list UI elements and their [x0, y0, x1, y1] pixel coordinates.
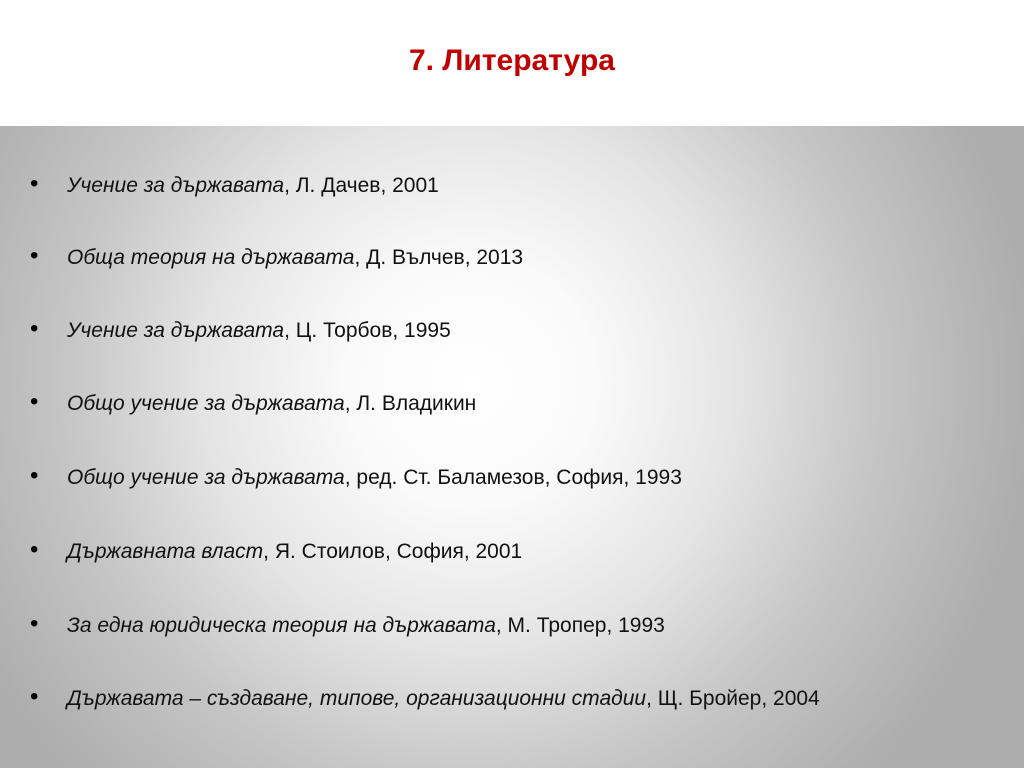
reference-details: , Щ. Бройер, 2004 [646, 687, 820, 710]
reference-details: , ред. Ст. Баламезов, София, 1993 [344, 466, 682, 489]
list-item [0, 388, 1024, 426]
list-item [0, 242, 1024, 280]
reference-details: , Ц. Торбов, 1995 [284, 319, 451, 342]
reference-details: , Л. Владикин [344, 392, 477, 415]
content-area [0, 126, 1024, 768]
reference-title: Държавната власт [67, 540, 264, 563]
reference-text [67, 392, 476, 416]
bullet-icon: • [30, 536, 39, 563]
reference-text [67, 540, 522, 564]
bullet-icon: • [30, 388, 39, 415]
reference-title: Учение за държавата [67, 319, 285, 342]
reference-title: Обща теория на държавата [67, 246, 355, 269]
reference-details: , Л. Дачев, 2001 [284, 174, 439, 197]
reference-title: Учение за държавата [67, 174, 285, 197]
title-area [0, 0, 1024, 126]
bullet-icon: • [30, 683, 39, 710]
bullet-icon: • [30, 462, 39, 489]
list-item [0, 170, 1024, 208]
list-item [0, 683, 1024, 721]
reference-text [67, 466, 682, 490]
bullet-icon: • [30, 242, 39, 269]
slide-title: 7. Литература [409, 44, 615, 77]
bullet-icon: • [30, 315, 39, 342]
list-item [0, 610, 1024, 648]
list-item [0, 462, 1024, 500]
reference-text [67, 614, 665, 638]
reference-text [67, 319, 451, 343]
bullet-icon: • [30, 610, 39, 637]
list-item [0, 536, 1024, 574]
reference-text [67, 687, 820, 711]
reference-text [67, 246, 523, 270]
reference-title: За една юридическа теория на държавата [67, 614, 496, 637]
reference-details: , Я. Стоилов, София, 2001 [263, 540, 523, 563]
reference-title: Общо учение за държавата [67, 392, 345, 415]
reference-title: Държавата – създаване, типове, организационни стадии [67, 687, 647, 710]
reference-details: , Д. Вълчев, 2013 [354, 246, 524, 269]
bullet-icon: • [30, 170, 39, 197]
list-item [0, 315, 1024, 353]
reference-details: , М. Тропер, 1993 [495, 614, 665, 637]
reference-title: Общо учение за държавата [67, 466, 345, 489]
reference-text [67, 174, 439, 198]
